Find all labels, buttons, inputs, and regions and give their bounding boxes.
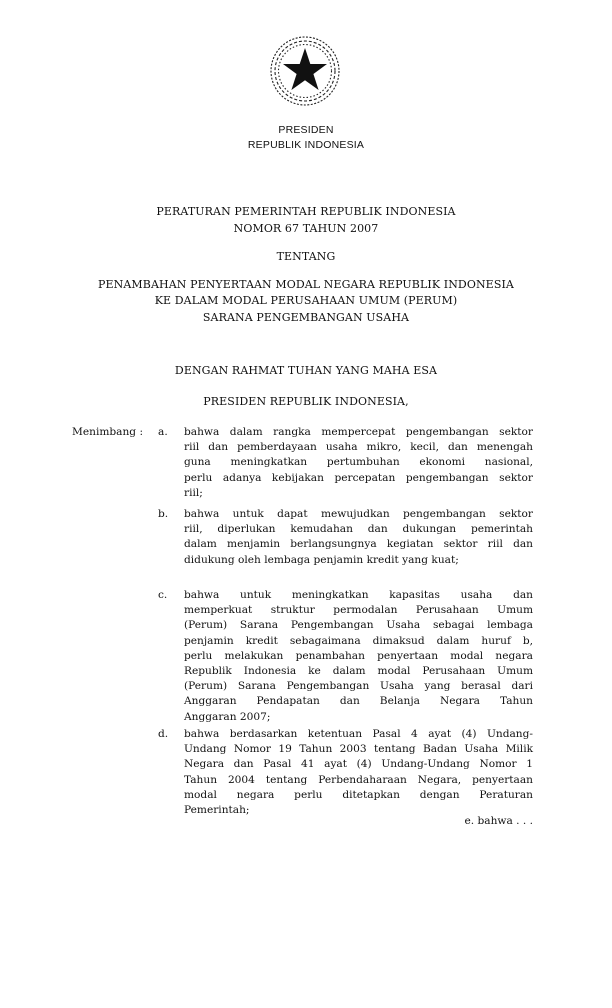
regulation-number: NOMOR 67 TAHUN 2007	[233, 222, 379, 235]
item-text-line: bahwa untuk dapat mewujudkan pengembangan sektor	[184, 508, 533, 520]
emblem-icon	[268, 34, 342, 108]
about-label: TENTANG	[276, 250, 336, 263]
item-text-line: Negara dan Pasal 41 ayat (4) Undang-Undang Nomor 1	[184, 758, 533, 771]
invocation: DENGAN RAHMAT TUHAN YANG MAHA ESA	[174, 364, 438, 377]
item-text-line: bahwa berdasarkan ketentuan Pasal 4 ayat (4) Undang-	[184, 728, 533, 740]
item-text-line: Pemerintah;	[184, 804, 250, 816]
item-letter: a.	[158, 426, 168, 438]
item-text-line: Undang Nomor 19 Tahun 2003 tentang Badan Usaha Milik	[184, 743, 533, 756]
item-text-line: penjamin kredit sebagaimana dimaksud dalam huruf b,	[184, 634, 533, 647]
continuation-marker: e. bahwa . . .	[464, 815, 533, 827]
item-text-line: perlu adanya kebijakan percepatan pengembangan sektor	[184, 471, 533, 484]
item-text-line: Tahun 2004 tentang Perbendaharaan Negara, penyertaan	[184, 773, 533, 786]
considering-label: Menimbang :	[72, 426, 144, 438]
office-line-2: REPUBLIK INDONESIA	[247, 139, 365, 151]
regulation-title: PERATURAN PEMERINTAH REPUBLIK INDONESIA	[156, 205, 456, 218]
item-text-line: riil dan pemberdayaan usaha mikro, kecil, dan menengah	[184, 441, 533, 454]
item-text-line: riil;	[184, 486, 203, 499]
item-text-line: Republik Indonesia ke dalam modal Perusahaan Umum	[184, 665, 533, 677]
state-emblem	[268, 34, 342, 108]
item-text-line: (Perum) Sarana Pengembangan Usaha sebagai lembaga	[184, 619, 533, 632]
authority: PRESIDEN REPUBLIK INDONESIA,	[203, 395, 409, 408]
item-text-line: memperkuat struktur permodalan Perusahaan Umum	[184, 604, 533, 617]
subject-line-1: PENAMBAHAN PENYERTAAN MODAL NEGARA REPUBLIK INDONESIA	[98, 278, 514, 291]
item-text-line: Anggaran 2007;	[184, 710, 271, 723]
item-text-line: guna meningkatkan pertumbuhan ekonomi nasional,	[184, 456, 533, 469]
item-text-line: dalam menjamin berlangsungnya kegiatan sektor riil dan	[184, 538, 533, 551]
subject-line-3: SARANA PENGEMBANGAN USAHA	[202, 311, 410, 324]
item-letter: c.	[158, 589, 168, 601]
item-text-line: riil, diperlukan kemudahan dan dukungan pemerintah	[184, 523, 533, 536]
item-text-line: Anggaran Pendapatan dan Belanja Negara Tahun	[184, 695, 533, 708]
item-letter: b.	[158, 508, 169, 520]
item-text-line: bahwa dalam rangka mempercepat pengembangan sektor	[184, 426, 533, 438]
subject-line-2: KE DALAM MODAL PERUSAHAAN UMUM (PERUM)	[154, 294, 458, 307]
item-text-line: didukung oleh lembaga penjamin kredit yang kuat;	[184, 553, 459, 566]
item-text-line: modal negara perlu ditetapkan dengan Peraturan	[184, 788, 533, 801]
item-text-line: perlu melakukan penambahan penyertaan modal negara	[184, 649, 533, 662]
item-text-line: bahwa untuk meningkatkan kapasitas usaha dan	[184, 589, 533, 601]
office-line-1: PRESIDEN	[278, 124, 334, 136]
item-letter: d.	[158, 728, 169, 740]
item-text-line: (Perum) Sarana Pengembangan Usaha yang berasal dari	[184, 680, 533, 693]
